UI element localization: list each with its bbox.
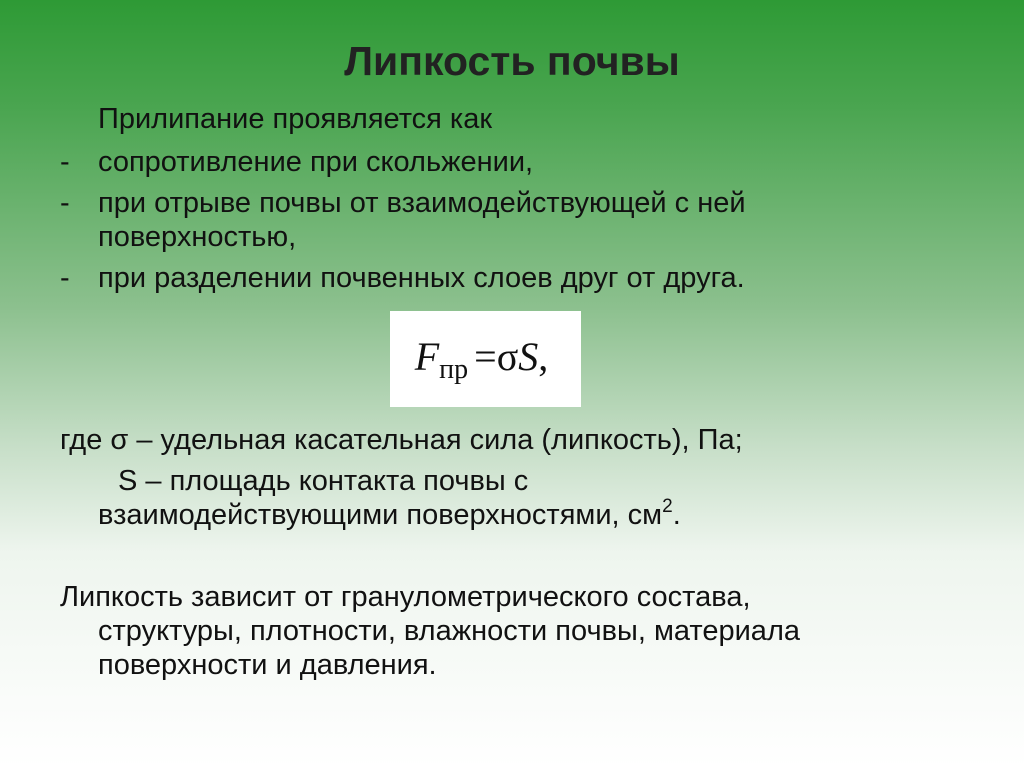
unit-exponent: 2 — [662, 496, 673, 517]
definition-area-line2 — [98, 498, 681, 532]
formula-comma: , — [538, 333, 549, 379]
formula-force: F — [414, 333, 440, 379]
conclusion-line: структуры, плотности, влажности почвы, материала — [98, 615, 800, 647]
bullet-item: при отрыве почвы от взаимодействующей с ней — [98, 187, 746, 219]
bullet-item: сопротивление при скольжении, — [98, 146, 534, 178]
formula-sigma: σ — [496, 333, 519, 379]
bullet-item-continuation: поверхностью, — [98, 221, 297, 253]
conclusion-line: Липкость зависит от гранулометрического состава, — [60, 581, 751, 613]
formula-subscript: пр — [439, 353, 469, 385]
definition-area-text: взаимодействующими поверхностями, см — [98, 499, 663, 531]
slide-title: Липкость почвы — [344, 38, 680, 84]
bullet-item: при разделении почвенных слоев друг от друга. — [98, 262, 745, 294]
definition-sigma: где σ – удельная касательная сила (липкость), Па; — [60, 424, 743, 456]
formula-box — [390, 311, 581, 407]
bullet-marker: - — [60, 187, 70, 219]
definition-area-period: . — [672, 499, 681, 531]
formula-equals: = — [474, 333, 497, 379]
intro-text: Прилипание проявляется как — [98, 103, 493, 135]
definition-area-line1: S – площадь контакта почвы с — [118, 465, 529, 497]
adhesion-formula — [415, 333, 549, 386]
bullet-marker: - — [60, 146, 70, 178]
conclusion-line: поверхности и давления. — [98, 649, 437, 681]
formula-area: S — [518, 333, 539, 379]
bullet-marker: - — [60, 262, 70, 294]
